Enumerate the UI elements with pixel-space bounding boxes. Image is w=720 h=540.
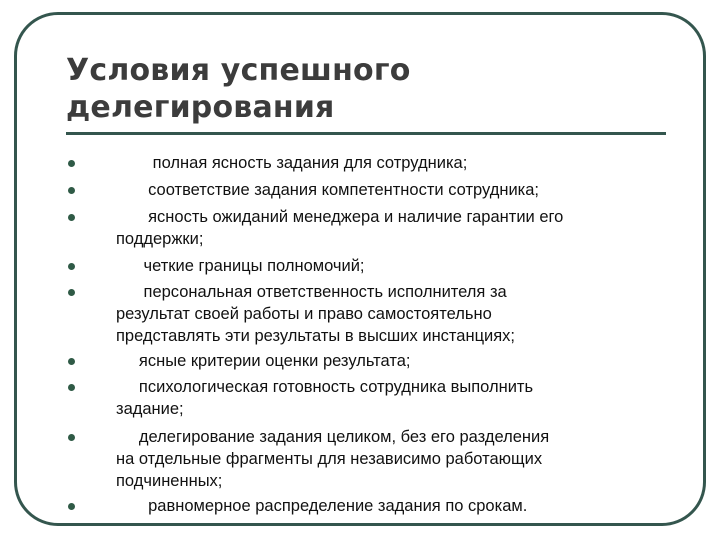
list-item-line: персональная ответственность исполнителя за (116, 283, 507, 301)
list-item-line: соответствие задания компетентности сотрудника; (116, 181, 539, 199)
bullet-icon (68, 187, 75, 194)
list-item-line: полная ясность задания для сотрудника; (116, 154, 468, 172)
slide-title (66, 52, 411, 126)
list-item-line: ясные критерии оценки результата; (116, 352, 411, 370)
list-item-line: поддержки; (116, 230, 204, 248)
bullet-icon (68, 358, 75, 365)
list-item-line: на отдельные фрагменты для независимо работающих (116, 450, 543, 468)
bullet-icon (68, 503, 75, 510)
list-item-line: ясность ожиданий менеджера и наличие гарантии его (116, 208, 564, 226)
bullet-icon (68, 434, 75, 441)
bullet-icon (68, 289, 75, 296)
list-item-line: подчиненных; (116, 472, 223, 490)
title-divider (66, 132, 666, 135)
list-item-line: психологическая готовность сотрудника выполнить (116, 378, 534, 396)
list-item-line: равномерное распределение задания по срокам. (116, 497, 528, 515)
bullet-icon (68, 214, 75, 221)
list-item-line: четкие границы полномочий; (116, 257, 365, 275)
list-item-line: представлять эти результаты в высших инстанциях; (116, 327, 516, 345)
list-item-line: результат своей работы и право самостоятельно (116, 305, 492, 323)
list-item-line: делегирование задания целиком, без его разделения (116, 428, 550, 446)
bullet-icon (68, 384, 75, 391)
list-item-line: задание; (116, 400, 184, 418)
title-line-1: Условия успешного (66, 53, 411, 88)
title-line-2: делегирования (66, 90, 335, 125)
bullet-icon (68, 263, 75, 270)
bullet-icon (68, 160, 75, 167)
